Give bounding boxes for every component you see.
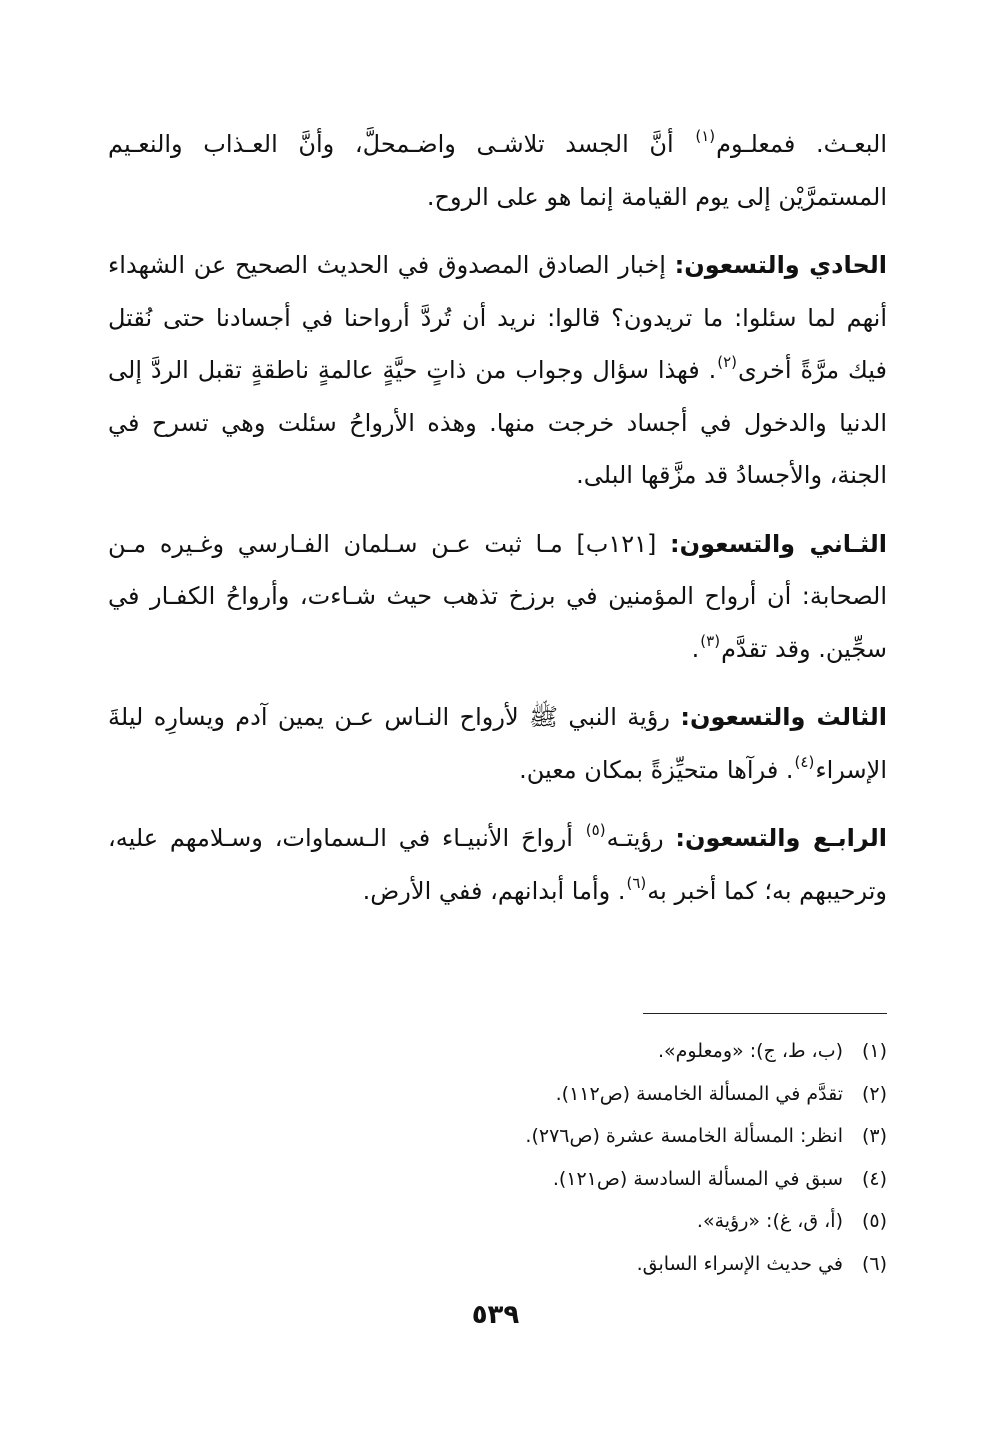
footnote-6 <box>108 1243 887 1286</box>
footnote-marker: (١) <box>695 127 716 145</box>
paragraph-text: رؤية النبي ﷺ لأرواح النـاس عـن يمين آدم ويسارِه ليلةَ الإسراء <box>108 703 887 784</box>
footnote-marker: (٥) <box>585 821 606 839</box>
paragraph-92 <box>108 518 887 676</box>
footnote-marker: (٢) <box>717 353 737 371</box>
footnote-number: (٥) <box>861 1210 887 1232</box>
footnote-2 <box>108 1073 887 1116</box>
footnote-number: (٤) <box>861 1167 887 1190</box>
footnote-marker: (٣) <box>700 631 721 650</box>
footnote-text: في حديث الإسراء السابق. <box>636 1252 843 1275</box>
paragraph-text: أرواحَ الأنبيـاء في الـسماوات، وسـلامهم عليه، وترحيبهم به؛ كما أخبر به <box>108 824 887 905</box>
paragraph-text: البعـث. فمعلـوم <box>716 130 887 158</box>
footnote-number: (٢) <box>861 1082 887 1105</box>
paragraph-text: . فرآها متحيِّزةً بمكان معين. <box>519 755 794 784</box>
paragraph-text: [١٢١ب] مـا ثبت عـن سـلمان الفـارسي وغـيره مـن الصحابة: أن أرواح المؤمنين في برزخ تذهب حيث شـاءت، وأرواحُ الكفـار في سجِّين. وقد تقدَّم <box>108 529 887 663</box>
footnote-5 <box>108 1200 887 1243</box>
paragraph-intro <box>108 118 887 223</box>
footnote-text: سبق في المسألة السادسة (ص١٢١). <box>552 1167 843 1190</box>
section-term: الحادي والتسعون: <box>674 251 888 279</box>
footnote-text: انظر: المسألة الخامسة عشرة (ص٢٧٦). <box>525 1125 843 1147</box>
footnote-text: (ب، ط، ج): «ومعلوم». <box>657 1040 843 1062</box>
paragraph-text: رؤيتـه <box>606 824 676 852</box>
footnotes <box>108 1030 887 1285</box>
paragraph-text: إخبار الصادق المصدوق في الحديث الصحيح عن الشهداء أنهم لما سئلوا: ما تريدون؟ قالوا: نريد أن تُردَّ أرواحنا في أجسادنا حتى نُقتل فيك مرَّةً أخرى <box>108 251 887 384</box>
main-text <box>108 118 887 933</box>
paragraph-text: . <box>691 634 700 663</box>
footnote-separator <box>643 1013 887 1014</box>
footnote-1 <box>108 1030 887 1073</box>
footnote-text: (أ، ق، غ): «رؤية». <box>696 1210 843 1232</box>
page-number: ٥٣٩ <box>471 1300 520 1330</box>
paragraph-94 <box>108 812 887 917</box>
paragraph-text: . فهذا سؤال وجواب من ذاتٍ حيَّةٍ عالمةٍ ناطقةٍ تقبل الردَّ إلى الدنيا والدخول في أجساد خرجت منها. وهذه الأرواحُ سئلت وهي تسرح في الجنة، والأجسادُ قد مزَّقها البلى. <box>108 356 887 489</box>
section-term: الرابـع والتسعون: <box>675 824 887 852</box>
footnote-text: تقدَّم في المسألة الخامسة (ص١١٢). <box>555 1082 843 1105</box>
footnote-number: (١) <box>861 1040 887 1062</box>
paragraph-text: أنَّ الجسد تلاشـى واضـمحلَّ، وأنَّ العـذاب والنعـيم المستمرَّيْن إلى يوم القيامة إنما هو على الروح. <box>108 130 887 211</box>
footnote-3 <box>108 1115 887 1158</box>
footnote-number: (٣) <box>861 1125 887 1147</box>
paragraph-93 <box>108 691 887 796</box>
paragraph-91 <box>108 239 887 502</box>
paragraph-text: . وأما أبدانهم، ففي الأرض. <box>362 876 626 905</box>
footnote-marker: (٦) <box>626 873 647 892</box>
footnote-marker: (٤) <box>794 752 815 771</box>
footnote-number: (٦) <box>861 1252 887 1275</box>
section-term: الثـاني والتسعون: <box>670 529 888 558</box>
footnote-4 <box>108 1158 887 1201</box>
section-term: الثالث والتسعون: <box>680 703 888 731</box>
